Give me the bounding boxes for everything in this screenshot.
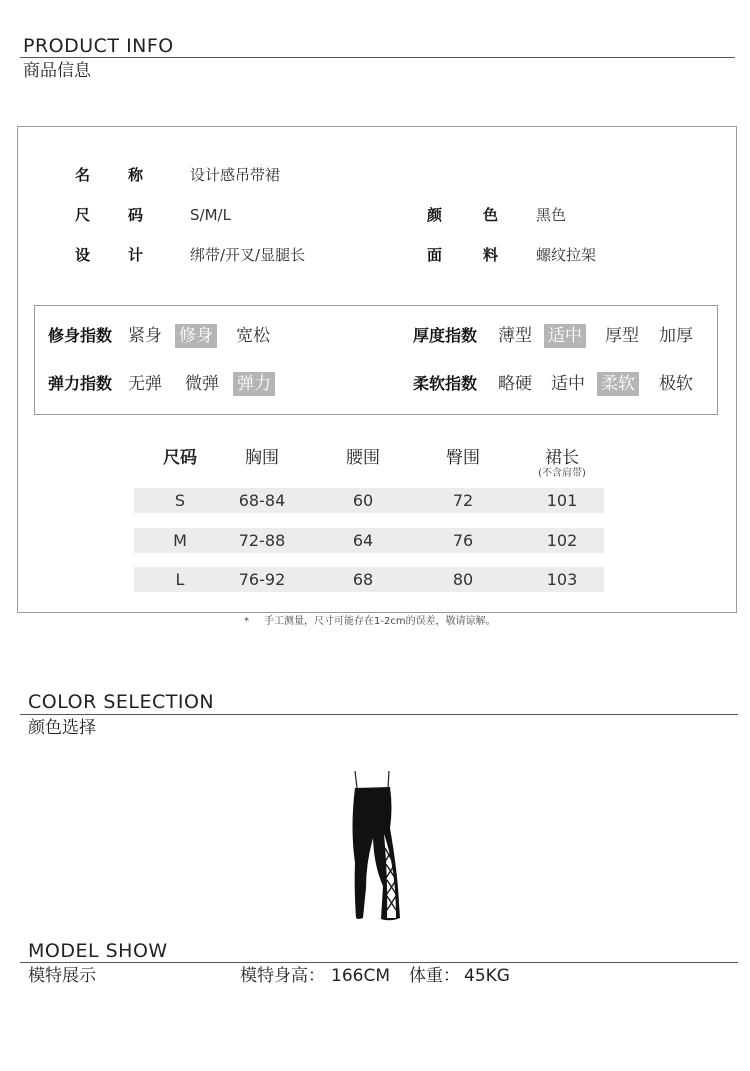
fit-option: 修身 xyxy=(175,324,217,348)
dress-image xyxy=(340,768,410,924)
thickness-index-label: 厚度指数 xyxy=(413,326,478,345)
elasticity-option: 微弹 xyxy=(185,374,219,394)
table-cell: 68-84 xyxy=(238,491,286,510)
table-cell: 103 xyxy=(546,570,578,589)
spec-color-label-a: 颜 xyxy=(427,206,443,224)
spec-design-value: 绑带/开叉/显腿长 xyxy=(190,246,306,264)
table-cell: 102 xyxy=(546,531,578,550)
table-cell: 101 xyxy=(546,491,578,510)
spec-size-label-a: 尺 xyxy=(75,206,91,224)
color-selection-subtitle: 颜色选择 xyxy=(28,718,96,738)
size-table-header: 腰围 xyxy=(346,448,380,468)
spec-fabric-label-b: 料 xyxy=(483,246,499,264)
softness-index-label: 柔软指数 xyxy=(413,374,478,393)
table-cell: S xyxy=(174,491,186,510)
size-table-header: 臀围 xyxy=(446,448,480,468)
model-show-subtitle: 模特展示 xyxy=(28,966,96,986)
softness-option: 柔软 xyxy=(597,372,639,396)
spec-fabric-label-a: 面 xyxy=(427,246,443,264)
indices-box xyxy=(34,305,718,415)
table-cell: M xyxy=(173,531,187,550)
table-cell: 68 xyxy=(352,570,374,589)
table-cell: 80 xyxy=(452,570,474,589)
spec-size-label-b: 码 xyxy=(128,206,144,224)
elasticity-index-label: 弹力指数 xyxy=(48,374,113,393)
fit-option: 宽松 xyxy=(236,326,270,346)
table-cell: 72-88 xyxy=(238,531,286,550)
thickness-option: 适中 xyxy=(544,324,586,348)
softness-option: 略硬 xyxy=(498,374,532,394)
table-cell: 60 xyxy=(352,491,374,510)
spec-name-value: 设计感吊带裙 xyxy=(190,166,281,184)
model-height-label: 模特身高： xyxy=(240,966,325,986)
product-info-title: PRODUCT INFO xyxy=(23,35,174,57)
length-note: (不含肩带) xyxy=(538,468,586,479)
size-table-header: 裙长 xyxy=(545,448,579,468)
footnote-mark: * xyxy=(244,616,249,627)
spec-size-value: S/M/L xyxy=(190,206,231,224)
softness-option: 极软 xyxy=(659,374,693,394)
spec-color-value: 黑色 xyxy=(536,206,567,224)
spec-fabric-value: 螺纹拉架 xyxy=(536,246,597,264)
table-cell: 64 xyxy=(352,531,374,550)
thickness-option: 厚型 xyxy=(605,326,639,346)
elasticity-option: 无弹 xyxy=(128,374,162,394)
footnote: 手工测量，尺寸可能存在1-2cm的误差，敬请谅解。 xyxy=(264,616,496,627)
product-info-divider xyxy=(20,57,735,58)
size-table-header: 尺码 xyxy=(163,448,197,468)
thickness-option: 加厚 xyxy=(659,326,693,346)
table-cell: 76-92 xyxy=(238,570,286,589)
model-weight-value: 45KG xyxy=(464,966,510,986)
color-selection-title: COLOR SELECTION xyxy=(28,691,215,713)
size-table-header: 胸围 xyxy=(245,448,279,468)
model-height-value: 166CM xyxy=(331,966,390,986)
spec-name-label-a: 名 xyxy=(75,166,91,184)
spec-design-label-b: 计 xyxy=(128,246,144,264)
thickness-option: 薄型 xyxy=(498,326,532,346)
table-cell: 72 xyxy=(452,491,474,510)
table-cell: L xyxy=(175,570,185,589)
model-weight-label: 体重： xyxy=(409,966,460,986)
softness-option: 适中 xyxy=(551,374,585,394)
table-cell: 76 xyxy=(452,531,474,550)
spec-name-label-b: 称 xyxy=(128,166,144,184)
spec-design-label-a: 设 xyxy=(75,246,91,264)
model-show-divider xyxy=(20,962,738,963)
fit-option: 紧身 xyxy=(128,326,162,346)
model-show-title: MODEL SHOW xyxy=(28,940,168,962)
color-selection-divider xyxy=(20,714,738,715)
product-info-subtitle: 商品信息 xyxy=(23,61,91,81)
fit-index-label: 修身指数 xyxy=(48,326,113,345)
spec-color-label-b: 色 xyxy=(483,206,499,224)
elasticity-option: 弹力 xyxy=(233,372,275,396)
